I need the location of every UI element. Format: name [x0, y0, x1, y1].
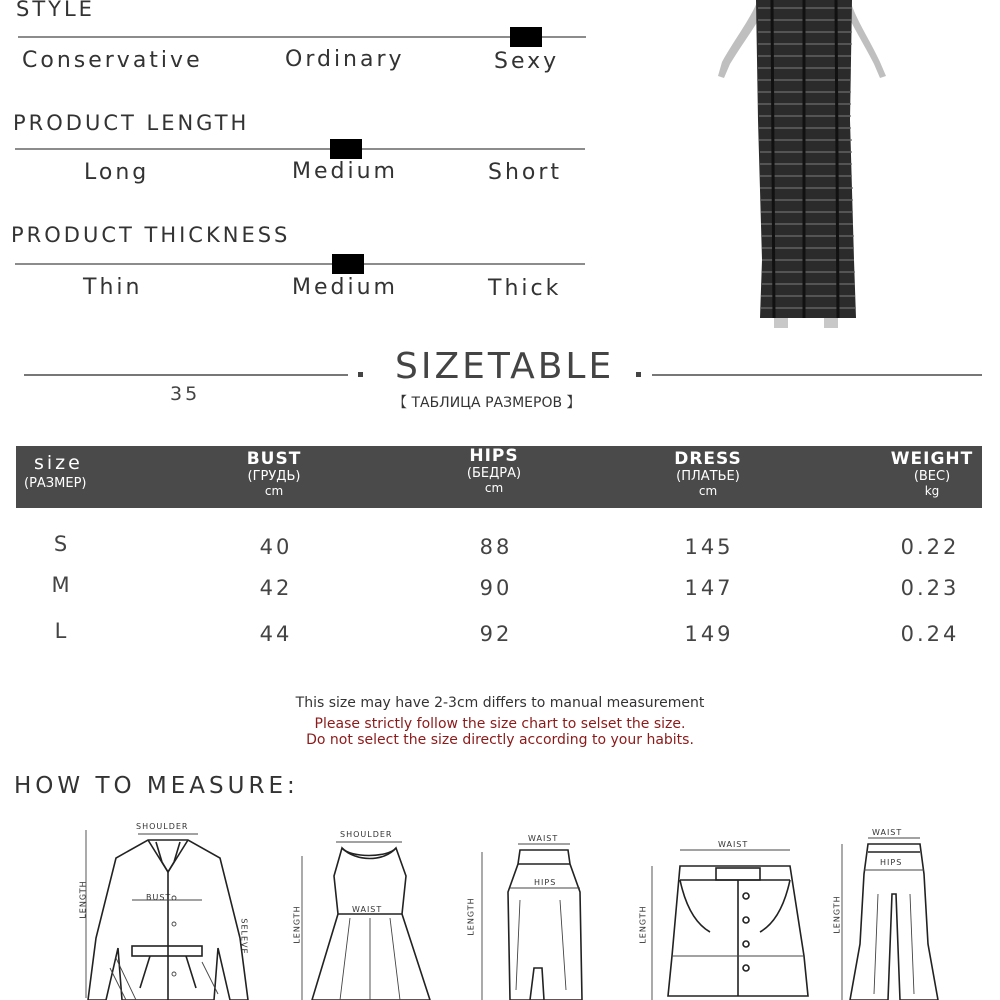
style-option-conservative: Conservative	[22, 48, 203, 73]
length-scale-line	[15, 148, 585, 150]
style-marker	[510, 27, 542, 47]
divider-dot-right	[636, 372, 641, 377]
thickness-title: PRODUCT THICKNESS	[11, 223, 291, 247]
waist-label: WAIST	[352, 905, 383, 914]
note-habits: Do not select the size directly according to your habits.	[306, 732, 694, 748]
cell-hips: 88	[479, 535, 513, 559]
hips-label: HIPS	[534, 878, 557, 887]
note-measurement: This size may have 2-3cm differs to manual measurement	[295, 695, 705, 711]
hips-label: HIPS	[880, 858, 903, 867]
style-option-sexy: Sexy	[494, 49, 560, 74]
column-bust-name: BUST	[246, 449, 302, 469]
product-photo	[700, 0, 900, 330]
thickness-option-medium: Medium	[292, 275, 398, 300]
waist-label: WAIST	[872, 828, 903, 837]
cell-weight: 0.23	[900, 576, 960, 600]
length-label: LENGTH	[78, 880, 88, 919]
length-option-long: Long	[84, 160, 150, 185]
cell-hips: 92	[479, 622, 513, 646]
length-label: LENGTH	[832, 895, 842, 934]
column-weight-sub: (ВЕС)	[913, 469, 951, 484]
cell-weight: 0.24	[900, 622, 960, 646]
pants-drawing-icon	[834, 834, 954, 1000]
length-label: LENGTH	[292, 905, 302, 944]
cell-size: S	[53, 532, 71, 556]
column-size-name: size	[34, 452, 83, 474]
shoulder-label: SHOULDER	[340, 830, 393, 839]
shoulder-label: SHOULDER	[136, 822, 189, 831]
thickness-option-thin: Thin	[83, 275, 143, 300]
cell-dress: 149	[684, 622, 734, 646]
sizetable-subtitle: 【 ТАБЛИЦА РАЗМЕРОВ 】	[393, 395, 581, 411]
waist-label: WAIST	[528, 834, 559, 843]
length-option-short: Short	[488, 160, 563, 185]
column-hips-unit: cm	[484, 481, 504, 495]
cell-bust: 40	[259, 535, 293, 559]
length-label: LENGTH	[466, 897, 476, 936]
waist-label: WAIST	[718, 840, 749, 849]
cell-bust: 44	[259, 622, 293, 646]
column-hips-name: HIPS	[469, 446, 519, 466]
column-bust	[224, 449, 324, 498]
thickness-scale-line	[15, 263, 585, 265]
cell-size: M	[51, 573, 73, 597]
sizetable-title: SIZETABLE	[395, 346, 615, 387]
style-option-ordinary: Ordinary	[285, 47, 405, 72]
cell-dress: 145	[684, 535, 734, 559]
divider-dot-left	[358, 372, 363, 377]
style-scale-line	[18, 36, 586, 38]
column-dress-unit: cm	[698, 484, 718, 498]
skirt-drawing-icon	[470, 840, 600, 1000]
length-option-medium: Medium	[292, 159, 398, 184]
column-dress-sub: (ПЛАТЬЕ)	[676, 469, 740, 484]
cell-bust: 42	[259, 576, 293, 600]
mini-skirt-drawing-icon	[640, 846, 820, 1000]
how-to-measure-title: HOW TO MEASURE:	[14, 773, 299, 799]
column-dress	[658, 449, 758, 498]
length-title: PRODUCT LENGTH	[13, 111, 250, 135]
dress-drawing-icon	[290, 836, 440, 1000]
coat-drawing-icon	[70, 828, 260, 1000]
cell-size: L	[54, 619, 70, 643]
sizetable-number: 35	[170, 383, 201, 405]
column-bust-unit: cm	[264, 484, 284, 498]
cell-weight: 0.22	[900, 535, 960, 559]
note-follow-chart: Please strictly follow the size chart to selset the size.	[314, 716, 686, 732]
length-marker	[330, 139, 362, 159]
column-bust-sub: (ГРУДЬ)	[247, 469, 301, 484]
length-label: LENGTH	[638, 905, 648, 944]
column-size-sub: (РАЗМЕР)	[24, 476, 87, 491]
style-title: STYLE	[16, 0, 95, 21]
column-hips	[444, 446, 544, 495]
cell-hips: 90	[479, 576, 513, 600]
column-weight-unit: kg	[924, 484, 940, 498]
thickness-marker	[332, 254, 364, 274]
column-hips-sub: (БЕДРА)	[466, 466, 522, 481]
column-weight	[882, 449, 982, 498]
column-size	[16, 452, 124, 491]
sizetable-divider-left	[24, 374, 348, 376]
thickness-option-thick: Thick	[488, 276, 562, 301]
column-dress-name: DRESS	[674, 449, 742, 469]
sleeve-label: SELEVE	[239, 918, 249, 955]
size-table-header	[16, 446, 982, 508]
column-weight-name: WEIGHT	[890, 449, 974, 469]
sizetable-divider-right	[652, 374, 982, 376]
bust-label: BUST	[146, 893, 172, 902]
cell-dress: 147	[684, 576, 734, 600]
